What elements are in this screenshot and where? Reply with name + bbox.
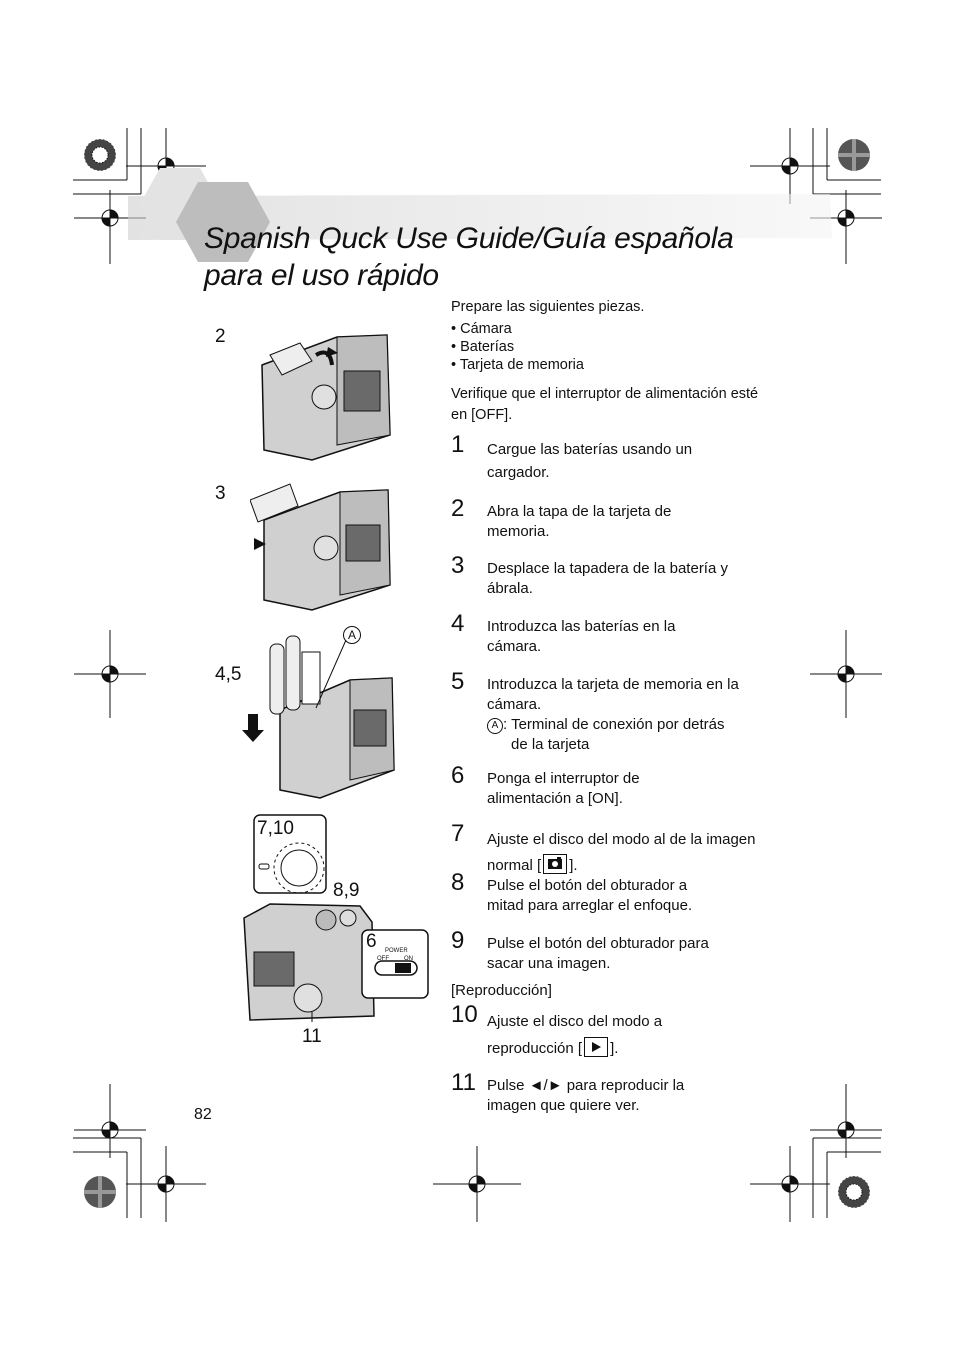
step-2 (451, 495, 761, 542)
figure-label-11: 11 (302, 1026, 322, 1047)
step-text: Pulse ◄/► para reproducir la imagen que quiere ver. (487, 1077, 685, 1114)
intro-item: • Baterías (451, 339, 515, 355)
figure-label-8-9: 8,9 (333, 880, 360, 901)
title-line-2: para el uso rápido (204, 259, 439, 292)
step-text: Desplace la tapadera de la batería y ábrala. (487, 560, 728, 597)
step-number: 11 (451, 1069, 476, 1096)
step-number: 5 (451, 668, 465, 695)
camera-illustration-top-view (240, 898, 380, 1028)
power-off-label: OFF (377, 956, 389, 962)
step-8 (451, 869, 761, 916)
page-title (204, 220, 734, 294)
step-text-part: Ajuste el disco del modo al de la imagen normal [ (487, 831, 756, 874)
camera-illustration-insert-batteries (240, 630, 400, 802)
intro-item: • Cámara (451, 321, 512, 337)
step-note (487, 715, 761, 755)
step-number: 6 (451, 762, 465, 789)
page-number: 82 (194, 1106, 212, 1123)
marker-a-icon: A (487, 718, 503, 734)
intro-block (451, 298, 761, 426)
step-number: 10 (451, 1001, 478, 1028)
step-text: Pulse el botón del obturador a mitad para arreglar el enfoque. (487, 877, 693, 914)
step-text: Cargue las baterías usando un cargador. (487, 441, 693, 481)
intro-verify: Verifique que el interruptor de alimentación esté en [OFF]. (451, 386, 759, 423)
step-number: 4 (451, 610, 465, 637)
step-number: 7 (451, 820, 465, 847)
step-text: Ponga el interruptor de alimentación a [ON]. (487, 770, 640, 807)
camera-illustration-battery-cover (250, 480, 395, 615)
step-11 (451, 1069, 761, 1116)
step-1 (451, 431, 761, 484)
section-reproduccion: [Reproducción] (451, 982, 552, 999)
step-number: 2 (451, 495, 465, 522)
step-text-end: ]. (610, 1040, 619, 1057)
step-number: 9 (451, 927, 465, 954)
step-4 (451, 610, 761, 657)
step-5 (451, 668, 761, 755)
step-6 (451, 762, 761, 809)
camera-illustration-card-cover (252, 325, 394, 465)
camera-mode-icon (543, 854, 567, 874)
title-line-1: Spanish Quck Use Guide/Guía española (204, 222, 734, 255)
step-text: Pulse el botón del obturador para sacar una imagen. (487, 935, 709, 972)
figure-label-2: 2 (215, 326, 226, 347)
figure-label-4-5: 4,5 (215, 664, 242, 685)
step-note-text: : Terminal de conexión por detrás (503, 716, 725, 733)
figure-label-6: 6 (366, 931, 377, 952)
step-number: 3 (451, 552, 465, 579)
step-text: Introduzca la tarjeta de memoria en la cámara. (487, 676, 739, 713)
intro-item: • Tarjeta de memoria (451, 357, 584, 373)
figure-label-3: 3 (215, 483, 226, 504)
step-text-part: Ajuste el disco del modo a reproducción [ (487, 1013, 663, 1057)
power-on-label: ON (404, 956, 413, 962)
play-mode-icon (584, 1037, 608, 1057)
step-7 (451, 820, 761, 879)
step-text: Introduzca las baterías en la cámara. (487, 618, 676, 655)
step-3 (451, 552, 761, 599)
figure-label-7-10: 7,10 (257, 818, 294, 839)
step-text (487, 1008, 717, 1062)
power-label: POWER (385, 948, 408, 954)
step-text (487, 827, 757, 879)
step-10 (451, 1001, 761, 1062)
step-text-end: ]. (569, 857, 578, 874)
step-number: 8 (451, 869, 465, 896)
step-note-text-2: de la tarjeta (511, 736, 590, 753)
step-9 (451, 927, 761, 974)
step-text: Abra la tapa de la tarjeta de memoria. (487, 503, 672, 540)
step-number: 1 (451, 431, 465, 458)
intro-prepare: Prepare las siguientes piezas. (451, 299, 645, 315)
marker-a-icon: A (343, 626, 361, 644)
